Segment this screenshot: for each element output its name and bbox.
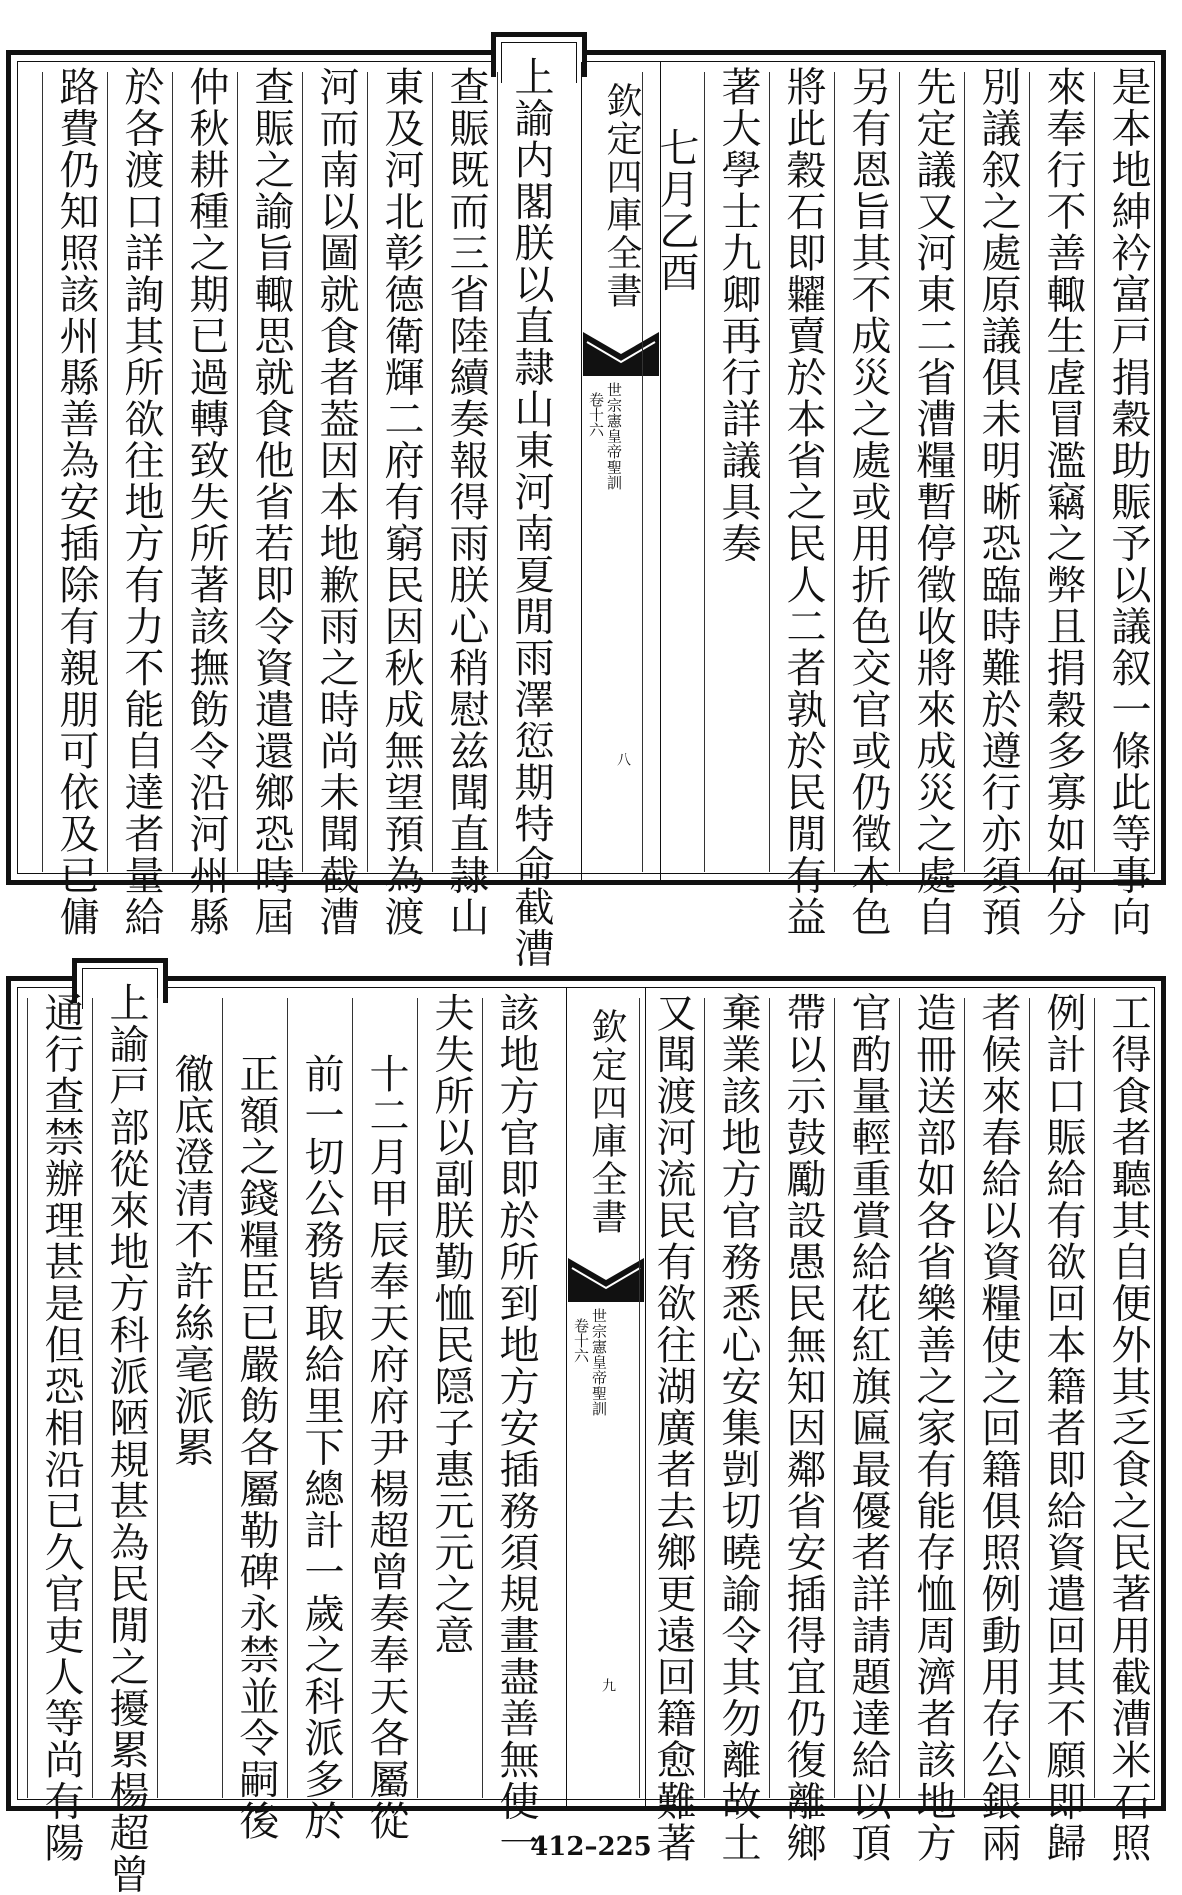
text-column: 別議叙之處原議俱未明晰恐臨時難於遵行亦須預	[975, 66, 1021, 938]
text-column: 官酌量輕重賞給花紅旗匾最優者詳請題達給以頂	[845, 992, 891, 1864]
column-rule	[1029, 998, 1030, 1798]
text-column: 東及河北彰德衛輝二府有窮民因秋成無望預為渡	[378, 66, 424, 938]
text-column: 另有恩旨其不成災之處或用折色交官或仍徵本色	[845, 66, 891, 938]
fishtail-mark	[583, 332, 659, 376]
column-rule	[1029, 72, 1030, 872]
text-column: 查賑之諭旨輙思就食他省若即令資遣還鄉恐時屆	[248, 66, 294, 938]
folio-number: 九	[600, 1678, 616, 1692]
column-rule	[769, 72, 770, 872]
text-column: 仲秋耕種之期已過轉致失所著該撫飭令沿河州縣	[183, 66, 229, 938]
column-rule	[1094, 72, 1095, 872]
column-rule	[237, 72, 238, 872]
text-column: 路費仍知照該州縣善為安插除有親朋可依及已傭	[53, 66, 99, 938]
text-column: 例計口賑給有欲回本籍者即給資遣回其不願即歸	[1040, 992, 1086, 1864]
text-column: 上諭戸部從來地方科派陋規甚為民閒之擾累楊超曾	[103, 982, 149, 1895]
column-rule	[964, 72, 965, 872]
column-rule	[769, 998, 770, 1798]
text-column: 造冊送部如各省樂善之家有能存恤周濟者該地方	[910, 992, 956, 1864]
column-rule	[642, 72, 643, 872]
column-rule	[172, 72, 173, 872]
text-column: 七月乙酉	[653, 127, 699, 293]
column-rule	[42, 72, 43, 872]
running-head-subtitle: 世宗憲皇帝聖訓	[590, 1308, 608, 1417]
column-rule	[27, 998, 28, 1798]
column-rule	[497, 72, 498, 872]
column-rule	[367, 72, 368, 872]
page-reference: 412–225	[530, 1832, 652, 1862]
column-rule	[964, 998, 965, 1798]
text-column: 十二月甲辰奉天府府尹楊超曾奏奉天各屬從	[363, 1053, 409, 1842]
column-rule	[899, 998, 900, 1798]
text-column: 上諭内閣朕以直隷山東河南夏閒雨澤愆期特命截漕	[508, 56, 554, 969]
column-rule	[834, 72, 835, 872]
text-column: 前一切公務皆取給里下總計一歲之科派多於	[298, 1053, 344, 1842]
top-page	[6, 32, 1178, 969]
column-rule	[287, 998, 288, 1798]
column-rule	[417, 998, 418, 1798]
column-rule	[834, 998, 835, 1798]
column-rule	[1094, 998, 1095, 1798]
running-head-title: 欽定四庫全書	[586, 1008, 627, 1236]
column-rule	[899, 72, 900, 872]
running-head-volume: 卷十六	[572, 1318, 590, 1363]
column-rule	[302, 72, 303, 872]
text-column: 查賑既而三省陸續奏報得雨朕心稍慰兹聞直隷山	[443, 66, 489, 938]
center-fold	[581, 62, 661, 882]
text-column: 於各渡口詳詢其所欲往地方有力不能自達者量給	[118, 66, 164, 938]
running-head-title: 欽定四庫全書	[601, 82, 642, 310]
text-column: 河而南以圖就食者葢因本地歉雨之時尚未聞截漕	[313, 66, 359, 938]
text-column: 帶以示鼓勵設愚民無知因鄰省安插得宜仍復離鄉	[780, 992, 826, 1864]
fishtail-mark	[568, 1258, 644, 1302]
running-head-subtitle: 世宗憲皇帝聖訓	[605, 382, 623, 491]
text-column: 通行查禁辦理甚是但恐相沿已久官吏人等尚有陽	[38, 992, 84, 1864]
column-rule	[482, 998, 483, 1798]
column-rule	[639, 998, 640, 1798]
text-column: 徹底澄清不許絲毫派累	[168, 1053, 214, 1468]
text-column: 夫失所以副朕勤恤民隠子惠元元之意	[428, 992, 474, 1656]
text-column: 工得食者聽其自便外其乏食之民著用截漕米石照	[1105, 992, 1151, 1864]
text-column: 來奉行不善輙生虗冒濫竊之弊且捐穀多寡如何分	[1040, 66, 1086, 938]
column-rule	[432, 72, 433, 872]
column-rule	[704, 72, 705, 872]
folio-number: 八	[615, 752, 631, 766]
column-rule	[92, 998, 93, 1798]
text-column: 是本地紳衿富戸捐穀助賑予以議叙一條此等事向	[1105, 66, 1151, 938]
text-column: 該地方官即於所到地方安插務須規畫盡善無使一	[493, 992, 539, 1864]
text-column: 著大學士九卿再行詳議具奏	[715, 66, 761, 564]
text-column: 先定議又河東二省漕糧暫停徵收將來成災之處自	[910, 66, 956, 938]
text-column: 棄業該地方官務悉心安集剴切曉諭令其勿離故土	[715, 992, 761, 1864]
running-head-volume: 卷十六	[587, 392, 605, 437]
column-rule	[222, 998, 223, 1798]
text-column: 正額之錢糧臣已嚴飭各屬勒碑永禁並令嗣後	[233, 1053, 279, 1842]
column-rule	[157, 998, 158, 1798]
column-rule	[704, 998, 705, 1798]
column-rule	[107, 72, 108, 872]
center-fold	[566, 988, 646, 1808]
column-rule	[352, 998, 353, 1798]
text-column: 者候來春給以資糧使之回籍俱照例動用存公銀兩	[975, 992, 1021, 1864]
text-column: 又聞渡河流民有欲往湖廣者去鄉更遠回籍愈難著	[650, 992, 696, 1864]
text-column: 將此穀石即糶賣於本省之民人二者孰於民閒有益	[780, 66, 826, 938]
